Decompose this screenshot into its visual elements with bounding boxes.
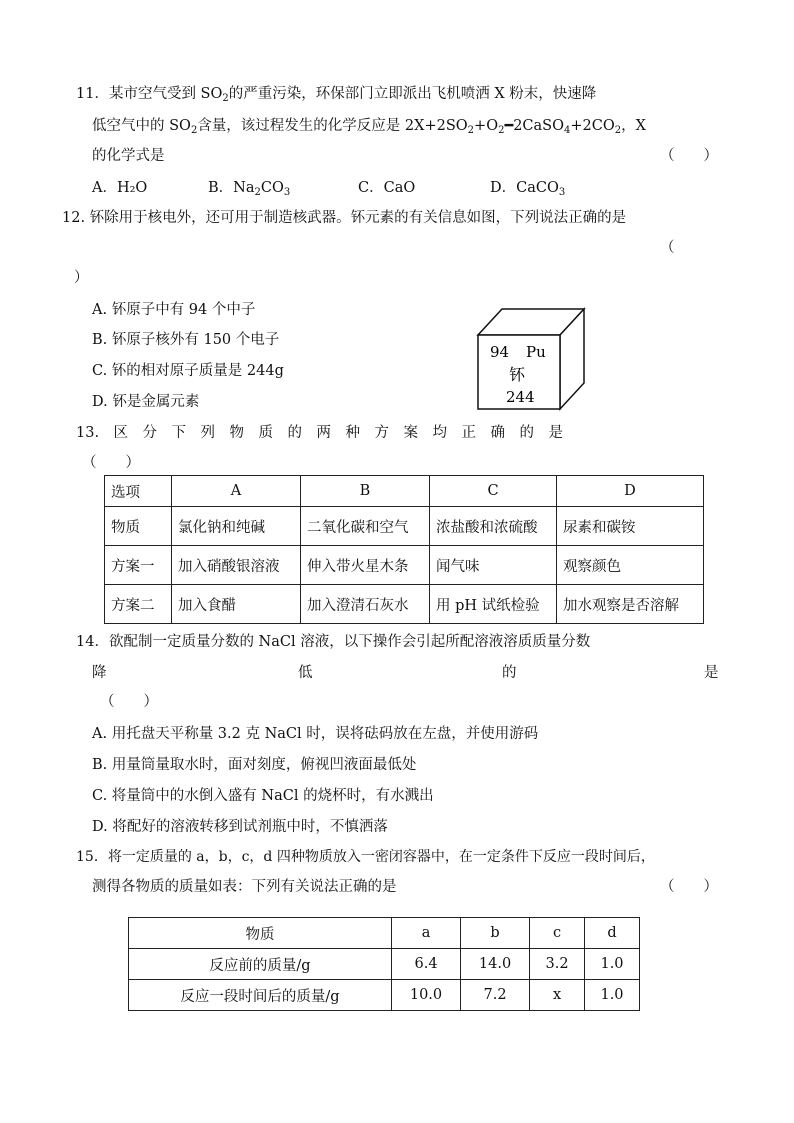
- q13-line1: 13. 区 分 下 列 物 质 的 两 种 方 案 均 正 确 的 是: [76, 425, 564, 441]
- q13-answer-paren: （ ）: [82, 455, 140, 471]
- q15-table: [128, 917, 640, 1011]
- q13-table: [104, 475, 704, 624]
- table-cell: 氯化钠和纯碱: [172, 507, 301, 546]
- q14-word-3: 的: [502, 665, 517, 681]
- table-cell: 3.2: [530, 949, 585, 980]
- table-row: [105, 585, 704, 624]
- q11-line2: 低空气中的 $SO_2$含量，该过程发生的化学反应是 $2X+2SO_2+O_2━2CaSO_4+2CO_2$，X: [92, 118, 646, 136]
- q12-line1: 12. 钚除用于核电外，还可用于制造核武器。钚元素的有关信息如图，下列说法正确的是: [62, 210, 627, 226]
- table-row: [129, 918, 640, 949]
- table-cell: 尿素和碳铵: [557, 507, 704, 546]
- table-cell: b: [461, 918, 530, 949]
- q14-option-d: D. 将配好的溶液转移到试剂瓶中时，不慎洒落: [92, 819, 388, 835]
- table-cell: x: [530, 980, 585, 1011]
- q14-option-a: A. 用托盘天平称量 3.2 克 NaCl 时，误将砝码放在左盘，并使用游码: [92, 726, 539, 742]
- q11-option-d: D．CaCO$_3$: [490, 180, 566, 198]
- q14-line1: 14．欲配制一定质量分数的 NaCl 溶液，以下操作会引起所配溶液溶质质量分数: [76, 634, 591, 650]
- q12-option-c: C. 钚的相对原子质量是 244g: [92, 363, 284, 379]
- table-row: [129, 980, 640, 1011]
- table-cell: 物质: [105, 507, 172, 546]
- q15-answer-paren: （ ）: [660, 879, 718, 895]
- atomic-mass: 244: [506, 388, 535, 406]
- element-name: 钚: [509, 365, 526, 384]
- table-cell: 观察颜色: [557, 546, 704, 585]
- q11-line3: 的化学式是: [92, 148, 165, 164]
- q15-line1: 15．将一定质量的 a，b，c，d 四种物质放入一密闭容器中，在一定条件下反应一段时间后，: [76, 849, 655, 865]
- table-cell: C: [430, 476, 557, 507]
- q11-option-a: A．H₂O: [92, 180, 148, 196]
- element-cube-figure: [476, 307, 586, 411]
- table-cell: 1.0: [585, 949, 640, 980]
- table-cell: 二氧化碳和空气: [301, 507, 430, 546]
- table-cell: 伸入带火星木条: [301, 546, 430, 585]
- table-cell: d: [585, 918, 640, 949]
- q11-line1: 11．某市空气受到 $SO_2$的严重污染，环保部门立即派出飞机喷洒 X 粉末，快速降: [76, 86, 597, 104]
- table-row: [105, 546, 704, 585]
- table-cell: 方案二: [105, 585, 172, 624]
- table-cell: 反应一段时间后的质量/g: [129, 980, 392, 1011]
- table-cell: 反应前的质量/g: [129, 949, 392, 980]
- q11-answer-paren: （ ）: [660, 148, 718, 164]
- table-cell: 14.0: [461, 949, 530, 980]
- table-cell: a: [392, 918, 461, 949]
- table-cell: 加入澄清石灰水: [301, 585, 430, 624]
- atomic-number: 94: [490, 343, 510, 361]
- q12-paren-open: （: [660, 240, 675, 256]
- table-cell: 加入食醋: [172, 585, 301, 624]
- q12-option-a: A. 钚原子中有 94 个中子: [92, 302, 256, 318]
- table-cell: 浓盐酸和浓硫酸: [430, 507, 557, 546]
- table-cell: 7.2: [461, 980, 530, 1011]
- table-cell: 方案一: [105, 546, 172, 585]
- q14-word-4: 是: [704, 665, 719, 681]
- q14-word-1: 降: [92, 665, 107, 681]
- table-cell: 1.0: [585, 980, 640, 1011]
- q12-option-b: B. 钚原子核外有 150 个电子: [92, 332, 280, 348]
- table-row: [129, 949, 640, 980]
- table-row: [105, 476, 704, 507]
- q14-option-b: B. 用量筒量取水时，面对刻度，俯视凹液面最低处: [92, 757, 417, 773]
- table-cell: 物质: [129, 918, 392, 949]
- table-cell: c: [530, 918, 585, 949]
- table-cell: 10.0: [392, 980, 461, 1011]
- q14-answer-paren: （ ）: [100, 694, 158, 710]
- q12-option-d: D. 钚是金属元素: [92, 394, 200, 410]
- table-cell: B: [301, 476, 430, 507]
- element-symbol: Pu: [526, 343, 546, 361]
- q14-word-2: 低: [298, 665, 313, 681]
- q11-option-c: C．CaO: [358, 180, 416, 196]
- table-cell: 加水观察是否溶解: [557, 585, 704, 624]
- q15-line2: 测得各物质的质量如表：下列有关说法正确的是: [92, 879, 397, 895]
- q11-option-b: B．$Na_2CO_3$: [208, 180, 291, 198]
- table-cell: 6.4: [392, 949, 461, 980]
- table-cell: D: [557, 476, 704, 507]
- q14-option-c: C. 将量筒中的水倒入盛有 NaCl 的烧杯时，有水溅出: [92, 788, 434, 804]
- table-cell: 用 pH 试纸检验: [430, 585, 557, 624]
- table-cell: 选项: [105, 476, 172, 507]
- table-cell: A: [172, 476, 301, 507]
- table-cell: 加入硝酸银溶液: [172, 546, 301, 585]
- table-cell: 闻气味: [430, 546, 557, 585]
- table-row: [105, 507, 704, 546]
- q12-paren-close: ）: [74, 270, 89, 286]
